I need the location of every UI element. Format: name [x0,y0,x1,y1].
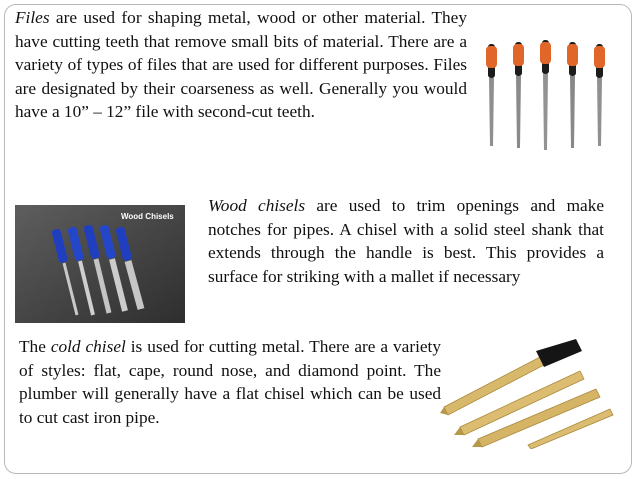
files-paragraph [15,6,467,124]
file-tool [594,44,605,146]
cold-chisel-lead: The [19,337,51,356]
file-tool [567,42,578,148]
wood-chisels-caption: Wood Chisels [121,212,174,221]
files-text: are used for shaping metal, wood or other material. They have cutting teeth that remove small bits of material. There are a variety of types of files that are used for different purposes. Files are designated by their coarseness as well. Generally you would have a 10” – 12” file with second-cut teeth. [15,8,467,122]
file-tool [513,42,524,148]
file-tool [486,44,497,146]
cold-chisels-image [440,337,616,449]
cold-chisel-text: is used for cutting metal. There are a variety of styles: flat, cape, round nose, and diamond point. The plumber will generally have a flat chisel which can be used to cut cast iron pipe. [19,337,441,427]
cold-chisel-term: cold chisel [50,337,126,356]
cold-chisel-paragraph [19,335,441,429]
wood-chisels-image [15,205,185,323]
wood-chisels-paragraph [208,194,604,288]
files-image [474,26,624,158]
wood-chisels-text: are used to trim openings and make notches for pipes. A chisel with a solid steel shank that extends through the handle is best. This provides a surface for striking with a mallet if necessary [208,196,604,286]
file-tool [540,40,551,150]
files-term: Files [15,8,50,27]
wood-chisels-term: Wood chisels [208,196,306,215]
